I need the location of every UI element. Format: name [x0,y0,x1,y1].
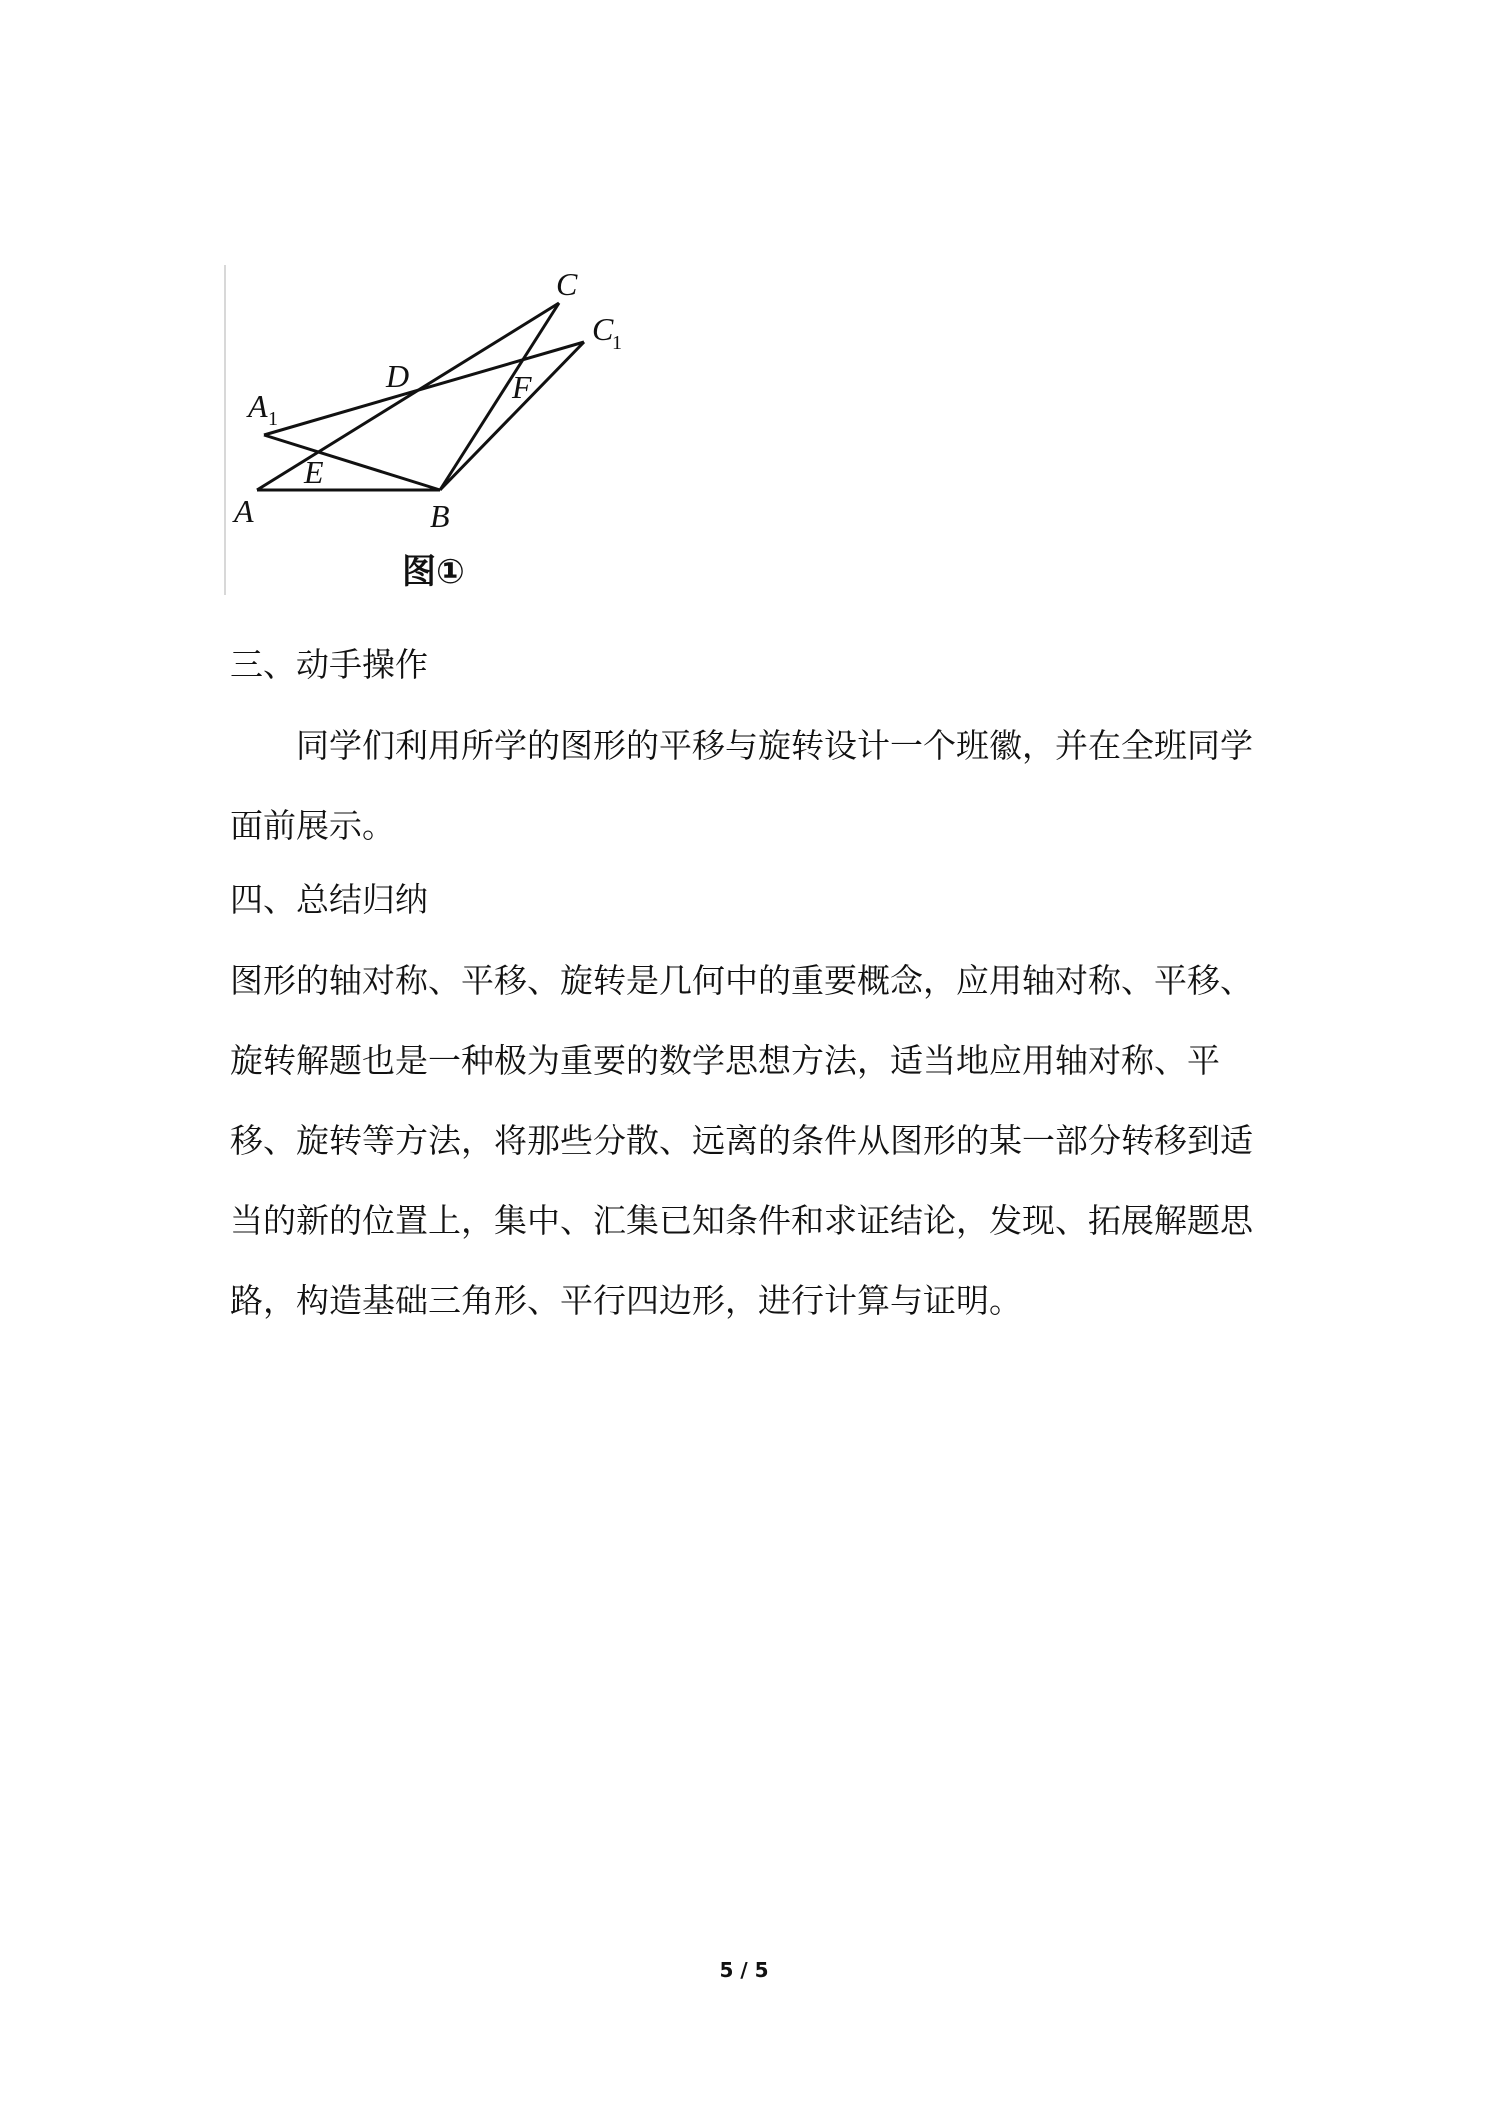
page-number: 5 / 5 [719,1958,769,1982]
section3-heading: 三、动手操作 [230,645,428,684]
figure-svg [222,265,642,605]
segment-a1b [264,435,440,490]
segment-bc [440,303,559,490]
label-b: B [430,498,450,534]
label-c1: C [592,311,614,347]
label-a1: A [248,388,268,424]
section4-heading: 四、总结归纳 [230,880,428,919]
section4-paragraph: 图形的轴对称、平移、旋转是几何中的重要概念，应用轴对称、平移、旋转解题也是一种极为重要的数学思想方法，适当地应用轴对称、平移、旋转等方法，将那些分散、远离的条件从图形的某一部分转移到适当的新的位置上，集中、汇集已知条件和求证结论，发现、拓展解题思路，构造基础三角形、平行四边形，进行计算与证明。 [230,961,1253,1320]
label-c: C [556,266,578,302]
figure-caption: 图① [402,552,465,592]
label-c1-subscript: 1 [612,332,622,354]
label-d: D [386,358,410,394]
geometry-figure [222,265,642,605]
segment-a1c1 [264,342,584,435]
label-e: E [304,454,324,490]
label-a: A [234,493,254,529]
section3-paragraph: 同学们利用所学的图形的平移与旋转设计一个班徽，并在全班同学面前展示。 [230,726,1253,845]
label-a1-subscript: 1 [268,408,278,430]
label-f: F [512,369,532,405]
